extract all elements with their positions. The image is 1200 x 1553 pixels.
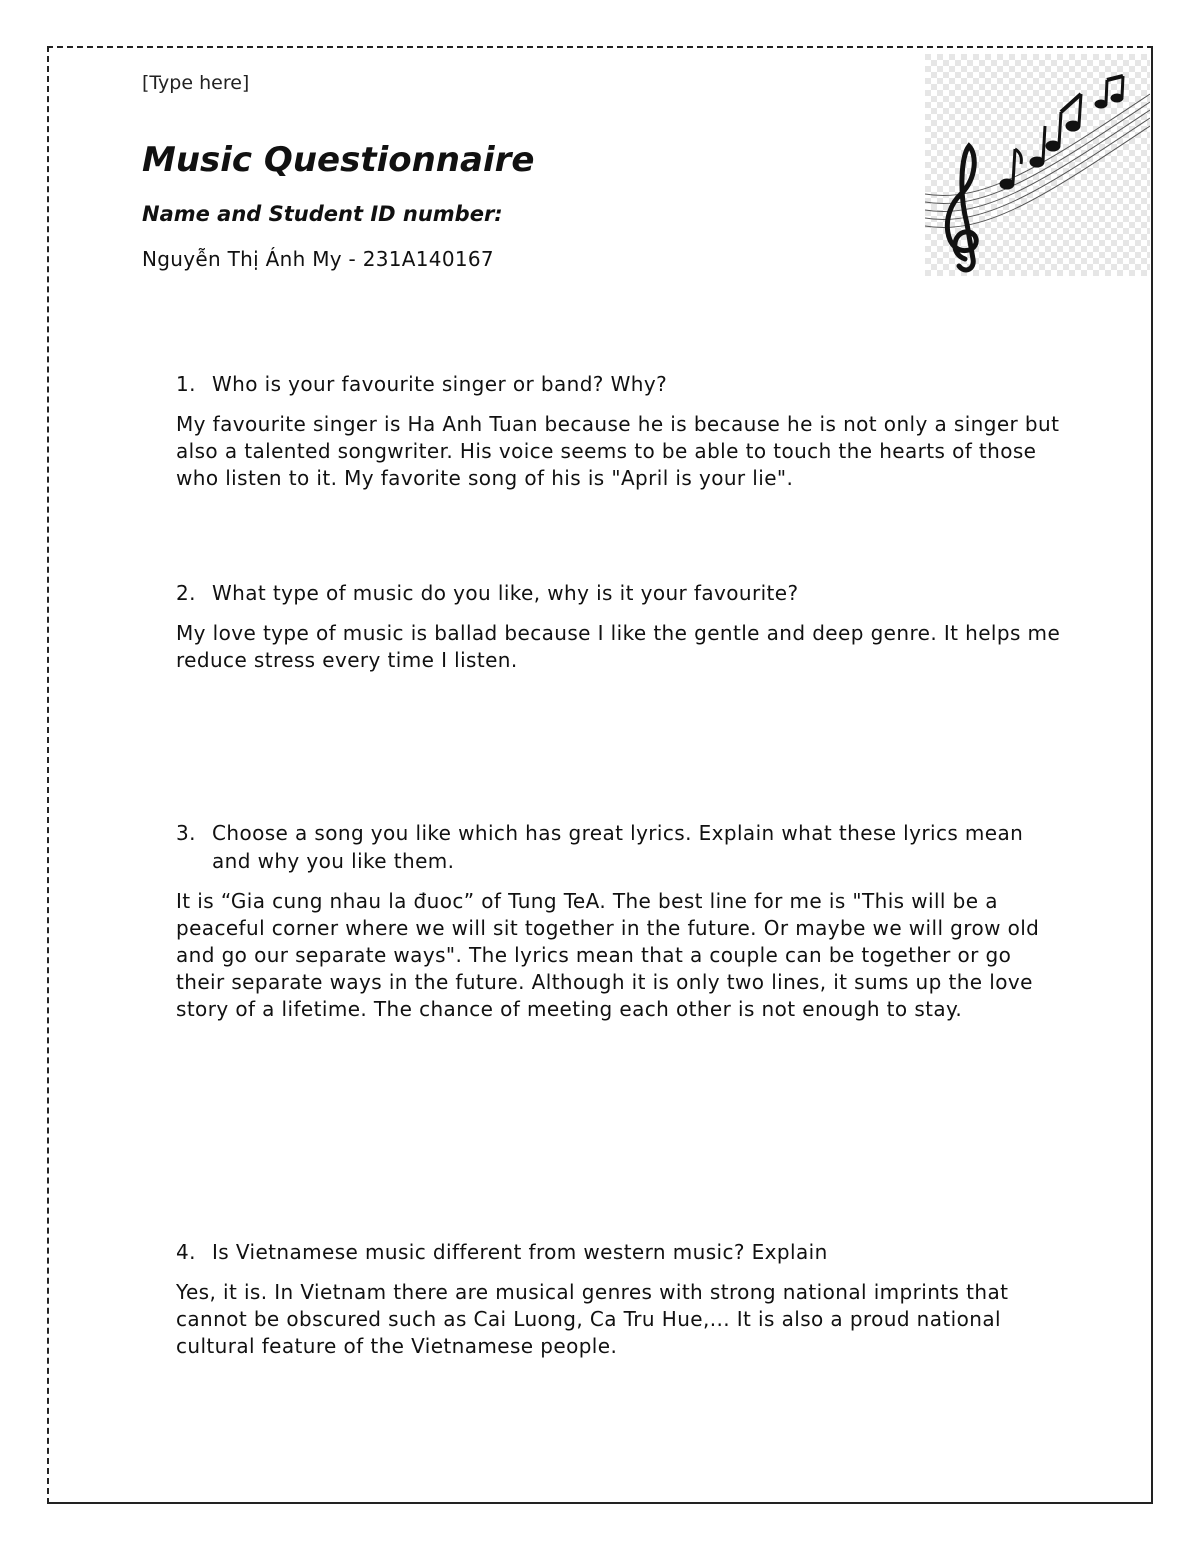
- question-3: [176, 819, 1066, 1023]
- question-text: Choose a song you like which has great lyrics. Explain what these lyrics mean and why you like them.: [212, 821, 1024, 873]
- answer-text[interactable]: It is “Gia cung nhau la đuoc” of Tung TeA. The best line for me is "This will be a peaceful corner where we will sit together in the future. Or maybe we will grow old and go our separate ways". The lyrics mean that a couple can be together or go their separate ways in the future. Although it is only two lines, it sums up the love story of a lifetime. The chance of meeting each other is not enough to stay.: [176, 889, 1040, 1021]
- question-2: [176, 579, 1066, 674]
- answer-text[interactable]: My favourite singer is Ha Anh Tuan because he is because he is not only a singer but also a talented songwriter. His voice seems to be able to touch the hearts of those who listen to it. My favorite song of his is "April is your lie".: [176, 412, 1060, 490]
- question-text: What type of music do you like, why is it your favourite?: [212, 581, 799, 605]
- page-title: Music Questionnaire: [142, 140, 535, 180]
- question-number: 1.: [176, 372, 196, 396]
- question-number: 2.: [176, 581, 196, 605]
- music-notes-icon: [925, 54, 1150, 276]
- question-text: Is Vietnamese music different from western music? Explain: [212, 1240, 828, 1264]
- question-4: [176, 1238, 1066, 1360]
- question-number: 4.: [176, 1240, 196, 1264]
- question-text: Who is your favourite singer or band? Why?: [212, 372, 668, 396]
- name-label: Name and Student ID number:: [142, 202, 503, 226]
- header-placeholder[interactable]: [Type here]: [142, 72, 250, 94]
- name-value: Nguyễn Thị Ánh My - 231A140167: [142, 247, 494, 271]
- question-1: [176, 370, 1066, 492]
- answer-text[interactable]: Yes, it is. In Vietnam there are musical genres with strong national imprints that cannot be obscured such as Cai Luong, Ca Tru Hue,... It is also a proud national cultural feature of the Vietnamese people.: [176, 1280, 1009, 1358]
- answer-text[interactable]: My love type of music is ballad because I like the gentle and deep genre. It helps me reduce stress every time I listen.: [176, 621, 1061, 672]
- question-number: 3.: [176, 821, 196, 845]
